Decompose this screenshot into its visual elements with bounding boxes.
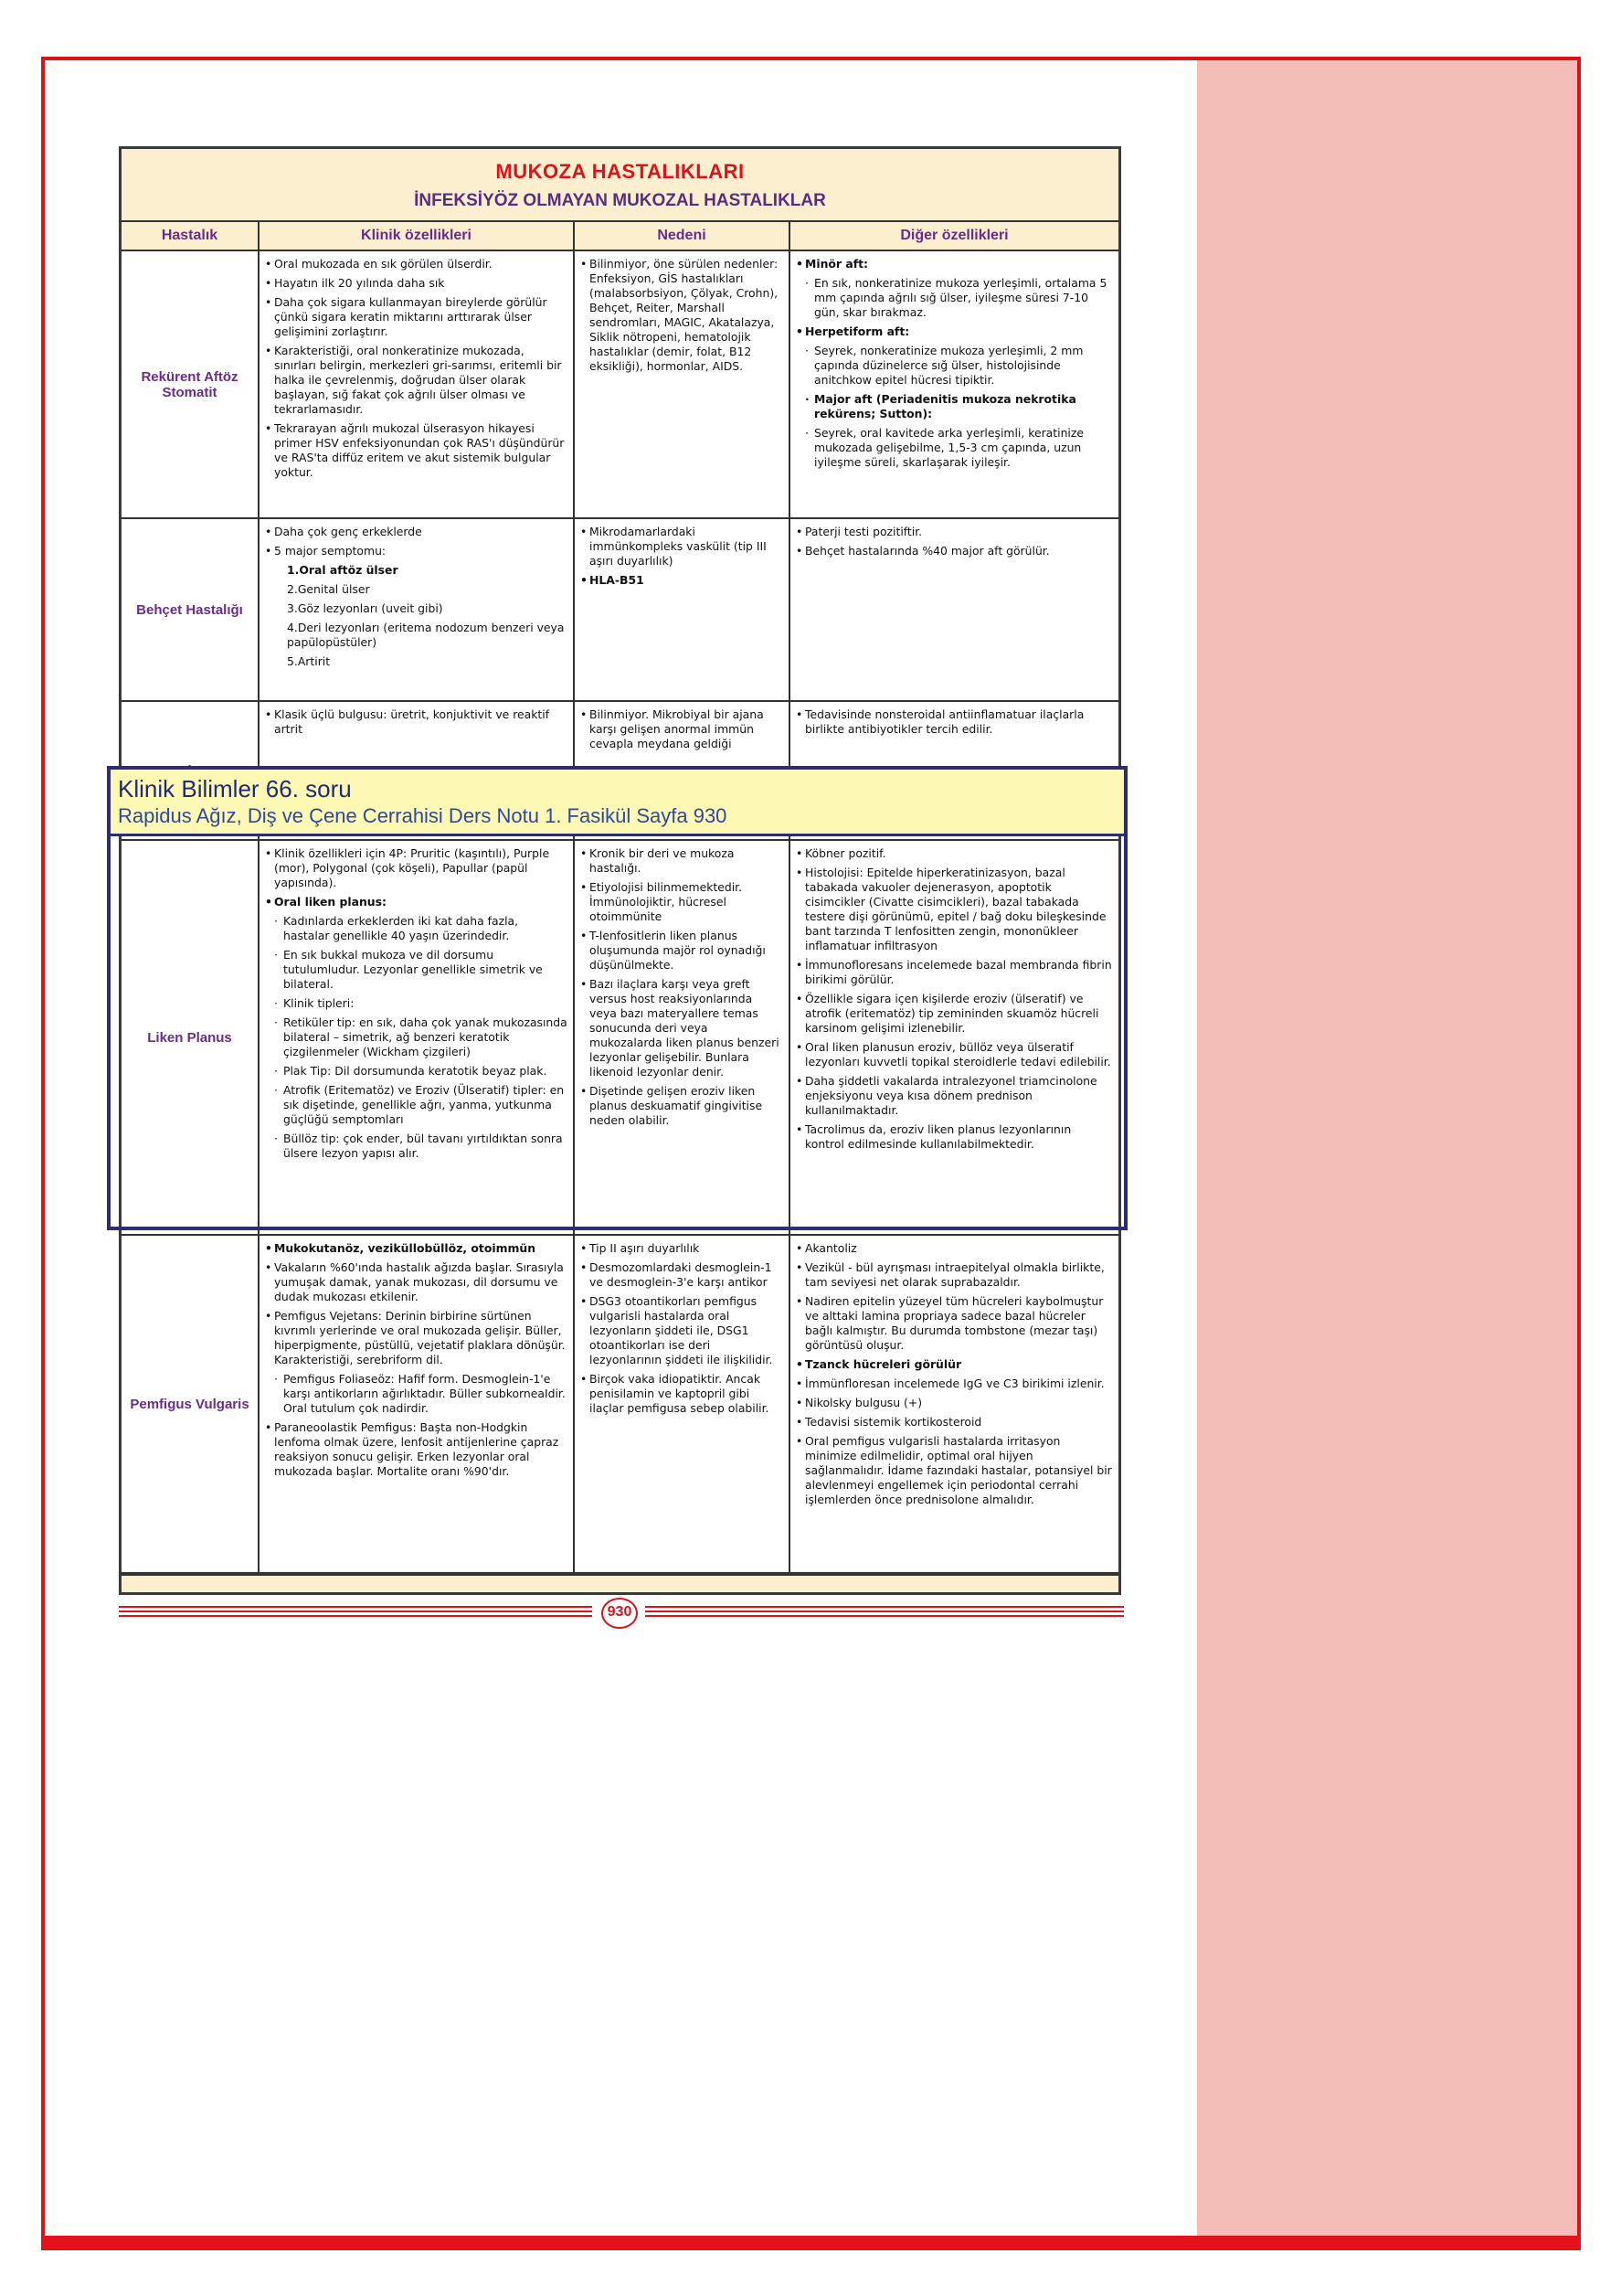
list-item: • Birçok vaka idiopatiktir. Ancak penisilamin ve kaptopril gibi ilaçlar pemfigusa sebep olabilir.	[580, 1372, 783, 1416]
column-header: Hastalık	[122, 222, 260, 250]
list-item: · Atrofik (Eritematöz) ve Eroziv (Ülseratif) tipler: en sık dişetinde, genellikle ağrı, yanma, yutkunma güçlüğü semptomları	[265, 1083, 567, 1127]
list-item: • Herpetiform aft:	[796, 324, 1113, 339]
list-item: • Kronik bir deri ve mukoza hastalığı.	[580, 846, 783, 876]
footer-rule-left	[119, 1606, 592, 1617]
list-item: • Oral liken planus:	[265, 895, 567, 909]
list-item: · Klinik tipleri:	[265, 996, 567, 1011]
overlay-title: Klinik Bilimler 66. soru	[118, 775, 352, 803]
list-item: · Seyrek, nonkeratinize mukoza yerleşimli, 2 mm çapında düzinelerce sığ ülser, histolojisinde anitchkow epitel hücresi tipiktir.	[796, 344, 1113, 388]
list-item: • Nadiren epitelin yüzeyel tüm hücreleri kaybolmuştur ve alttaki lamina propriaya sadece bazal hücreler bağlı kalmıştır. Bu durumda tombstone (mezar taşı) görüntüsü oluşur.	[796, 1294, 1113, 1353]
bottom-bar	[41, 2236, 1581, 2248]
list-item: • Desmozomlardaki desmoglein-1 ve desmoglein-3'e karşı antikor	[580, 1260, 783, 1290]
disease-name: Liken Planus	[122, 841, 260, 1234]
list-item: • Oral liken planusun eroziv, büllöz veya ülseratif lezyonları kuvvetli topikal steroidlerle tedavi edilebilir.	[796, 1040, 1113, 1069]
list-item: 3.Göz lezyonları (uveit gibi)	[287, 601, 443, 615]
list-item: • Bazı ilaçlara karşı veya greft versus host reaksiyonlarında veya bazı materyallere temas sonucunda deri veya mukozalarda liken planus benzeri lezyonlar gelişebilir. Bunlara likenoid lezyonlar denir.	[580, 977, 783, 1079]
list-item: • T-lenfositlerin liken planus oluşumunda majör rol oynadığı düşünülmekte.	[580, 929, 783, 973]
list-item: • Oral mukozada en sık görülen ülserdir.	[265, 257, 567, 271]
list-item: · Retiküler tip: en sık, daha çok yanak mukozasında bilateral – simetrik, ağ benzeri keratotik çizgilenmeler (Wickham çizgileri)	[265, 1015, 567, 1059]
list-item: · Büllöz tip: çok ender, bül tavanı yırtıldıktan sonra ülsere lezyon yapısı alır.	[265, 1132, 567, 1161]
list-item: • Bilinmiyor, öne sürülen nedenler: Enfeksiyon, GİS hastalıkları (malabsorbsiyon, Çölyak, Crohn), Behçet, Reiter, Marshall sendromları, MAGIC, Akatalazya, Siklik nötropeni, hematolojik hastalıklar (demir, folat, B12 eksikliği), hormonlar, AIDS.	[580, 257, 783, 374]
list-item: • Tip II aşırı duyarlılık	[580, 1241, 783, 1256]
list-item: • Klinik özellikleri için 4P: Pruritic (kaşıntılı), Purple (mor), Polygonal (çok köşeli), Papullar (papül yapısında).	[265, 846, 567, 890]
list-item: • 5 major semptomu:	[265, 544, 567, 558]
list-item: • Nikolsky bulgusu (+)	[796, 1396, 1113, 1410]
list-item: · Kadınlarda erkeklerden iki kat daha fazla, hastalar genellikle 40 yaşın üzerindedir.	[265, 914, 567, 943]
list-item: • Köbner pozitif.	[796, 846, 1113, 861]
disease-name: Behçet Hastalığı	[122, 519, 260, 700]
table-subtitle: İNFEKSİYÖZ OLMAYAN MUKOZAL HASTALIKLAR	[414, 191, 826, 210]
list-item: • Tedavisi sistemik kortikosteroid	[796, 1415, 1113, 1430]
list-item: • Oral pemfigus vulgarisli hastalarda irritasyon minimize edilmelidir, optimal oral hijyen sağlanmalıdır. İdame fazındaki hastalar, potansiyel bir alevlenmeyi engellemek için periodontal cerrahi işlemlerden önce prednisolone almalıdır.	[796, 1434, 1113, 1507]
list-item: • Dişetinde gelişen eroziv liken planus deskuamatif gingivitise neden olabilir.	[580, 1084, 783, 1128]
overlay-subtitle: Rapidus Ağız, Diş ve Çene Cerrahisi Ders Notu 1. Fasikül Sayfa 930	[118, 804, 727, 827]
list-item: • Paterji testi pozitiftir.	[796, 525, 1113, 539]
list-item: • Histolojisi: Epitelde hiperkeratinizasyon, bazal tabakada vakuoler dejenerasyon, apoptotik cisimcikler (Civatte cisimcikleri), bazal tabakada testere dişi görünümü, epitel / bağ doku bileşkesinde bant tarzında T lenfositten zengin, mononükleer inflamatuar infiltrasyon	[796, 866, 1113, 953]
list-item: • Daha çok genç erkeklerde	[265, 525, 567, 539]
list-item: • Hayatın ilk 20 yılında daha sık	[265, 276, 567, 291]
list-item: • Özellikle sigara içen kişilerde eroziv (ülseratif) ve atrofik (eritematöz) tip zemininden skuamöz hücreli karsinom gelişimi izlenebilir.	[796, 992, 1113, 1036]
list-item: • Vakaların %60'ında hastalık ağızda başlar. Sırasıyla yumuşak damak, yanak mukozası, dil dorsumu ve dudak mukozası etkilenir.	[265, 1260, 567, 1304]
list-item: • Klasik üçlü bulgusu: üretrit, konjuktivit ve reaktif artrit	[265, 707, 567, 737]
footer-rule-right	[645, 1606, 1124, 1617]
list-item: • Etiyolojisi bilinmemektedir. İmmünolojiktir, hücresel otoimmünite	[580, 880, 783, 924]
list-item: • Daha çok sigara kullanmayan bireylerde görülür çünkü sigara keratin miktarını arttırarak ülser gelişimini zorlaştırır.	[265, 295, 567, 339]
list-item: • Tekrarayan ağrılı mukozal ülserasyon hikayesi primer HSV enfeksiyonundan çok RAS'ı düşündürür ve RAS'ta diffüz eritem ve akut sistemik bulgular yoktur.	[265, 421, 567, 480]
list-item: 4.Deri lezyonları (eritema nodozum benzeri veya papülopüstüler)	[287, 621, 565, 649]
list-item: • Tedavisinde nonsteroidal antiinflamatuar ilaçlarla birlikte antibiyotikler tercih edilir.	[796, 707, 1113, 737]
list-item: · Major aft (Periadenitis mukoza nekrotika rekürens; Sutton):	[796, 392, 1113, 421]
list-item: 2.Genital ülser	[287, 582, 370, 596]
list-item: • Mikrodamarlardaki immünkompleks vaskülit (tip III aşırı duyarlılık)	[580, 525, 783, 569]
list-item: • Paraneoolastik Pemfigus: Başta non-Hodgkin lenfoma olmak üzere, lenfosit antijenlerine çapraz reaksiyon sonucu gelişir. Erken lezyonlar oral mukozada başlar. Mortalite oranı %90'dır.	[265, 1420, 567, 1479]
column-header: Klinik özellikleri	[260, 222, 575, 250]
page-number: 930	[601, 1598, 638, 1629]
list-item: • Karakteristiği, oral nonkeratinize mukozada, sınırları belirgin, merkezleri gri-sarımsı, eritemli bir halka ile çevrelenmiş, doğrudan ülser olarak başlayan, sığ fakat çok ağrılı ülser olması ve tekrarlamasıdır.	[265, 344, 567, 417]
list-item: 1.Oral aftöz ülser	[287, 563, 398, 577]
highlight-overlay	[107, 766, 1128, 1230]
table-row	[122, 1236, 1118, 1574]
list-item: • Behçet hastalarında %40 major aft görülür.	[796, 544, 1113, 558]
list-item: · Seyrek, oral kavitede arka yerleşimli, keratinize mukozada gelişebilme, 1,5-3 cm çapında, uzun iyileşme süreli, skarlaşarak iyileşir.	[796, 426, 1113, 470]
disease-name: Pemfigus Vulgaris	[122, 1236, 260, 1572]
column-header: Nedeni	[575, 222, 790, 250]
list-item: • Tzanck hücreleri görülür	[796, 1357, 1113, 1372]
list-item: • Daha şiddetli vakalarda intralezyonel triamcinolone enjeksiyonu veya kısa dönem prednison kullanılmaktadır.	[796, 1074, 1113, 1118]
list-item: • İmmünfloresan incelemede IgG ve C3 birikimi izlenir.	[796, 1377, 1113, 1391]
table-header	[122, 149, 1118, 222]
list-item: • DSG3 otoantikorları pemfigus vulgarisli hastalarda oral lezyonların şiddeti ile, DSG1 otoantikorları ise deri lezyonlarının şiddeti ile ilişkilidir.	[580, 1294, 783, 1367]
list-item: • Mukokutanöz, veziküllobüllöz, otoimmün	[265, 1241, 567, 1256]
list-item: · En sık bukkal mukoza ve dil dorsumu tutulumludur. Lezyonlar genellikle simetrik ve bilateral.	[265, 948, 567, 992]
table-title: MUKOZA HASTALIKLARI	[495, 160, 745, 183]
list-item: · Pemfigus Foliaseöz: Hafif form. Desmoglein-1'e karşı antikorların ağırlıktadır. Büller subkorneaIdir. Oral tutulum çok nadirdir.	[265, 1372, 567, 1416]
overlay-band	[111, 770, 1124, 836]
list-item: • Vezikül - bül ayrışması intraepitelyal olmakla birlikte, tam seviyesi net olarak suprabazaldır.	[796, 1260, 1113, 1290]
column-header: Diğer özellikleri	[900, 228, 1009, 243]
list-item: · Plak Tip: Dil dorsumunda keratotik beyaz plak.	[265, 1064, 567, 1079]
page-footer	[119, 1598, 1124, 1625]
table-row	[122, 519, 1118, 702]
list-item: 5.Artirit	[287, 654, 331, 668]
list-item: • Pemfigus Vejetans: Derinin birbirine sürtünen kıvrımlı yerlerinde ve oral mukozada gelişir. Büller, hiperpigmente, püstüllü, vejetatif plaklara dönüşür. Karakteristiği, serebriform dil.	[265, 1309, 567, 1367]
column-headers	[122, 222, 1118, 251]
list-item: • HLA-B51	[580, 573, 783, 588]
table-footer	[122, 1574, 1118, 1592]
list-item: • Bilinmiyor. Mikrobiyal bir ajana karşı gelişen anormal immün cevapla meydana geldiği	[580, 707, 783, 751]
list-item: • Minör aft:	[796, 257, 1113, 271]
list-item: · En sık, nonkeratinize mukoza yerleşimli, ortalama 5 mm çapında ağrılı sığ ülser, iyileşme süresi 7-10 gün, skar bırakmaz.	[796, 276, 1113, 320]
disease-name: Rekürent Aftöz Stomatit	[122, 251, 260, 517]
list-item: • Tacrolimus da, eroziv liken planus lezyonlarının kontrol edilmesinde kullanılabilmektedir.	[796, 1122, 1113, 1152]
list-item: • Akantoliz	[796, 1241, 1113, 1256]
table-row	[122, 251, 1118, 519]
list-item: • İmmunofloresans incelemede bazal membranda fibrin birikimi görülür.	[796, 958, 1113, 987]
right-margin-panel	[1197, 60, 1577, 2247]
